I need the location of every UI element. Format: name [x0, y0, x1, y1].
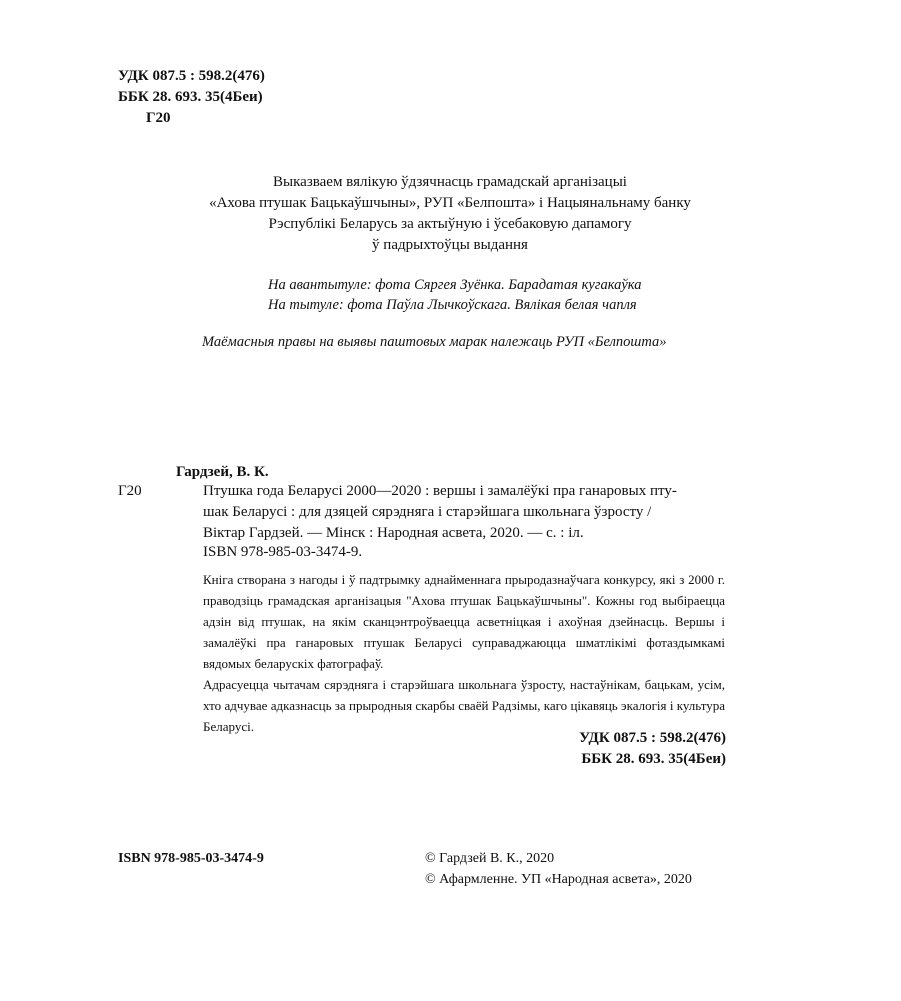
- copyright-block: [425, 848, 692, 890]
- copyright-author: © Гардзей В. К., 2020: [425, 851, 555, 866]
- photo-credits: [268, 275, 641, 315]
- bottom-classification-codes: [520, 728, 726, 770]
- stamp-rights-statement: Маёмасныя правы на выявы паштовых марак належаць РУП «Белпошта»: [202, 334, 667, 350]
- biblio-line-3: Віктар Гардзей. — Мінск : Народная асвета, 2020. — с. : іл.: [203, 525, 584, 541]
- bibliographic-author-sign: Г20: [118, 483, 142, 499]
- udk-code-top: УДК 087.5 : 598.2(476): [118, 68, 265, 84]
- acknowledgements: [150, 172, 750, 256]
- author-sign-top: Г20: [146, 110, 171, 126]
- annotation: [203, 569, 725, 737]
- footer-isbn: ISBN 978-985-03-3474-9: [118, 851, 264, 866]
- bbk-code-top: ББК 28. 693. 35(4Беи): [118, 89, 263, 105]
- copyright-publisher: © Афармленне. УП «Народная асвета», 2020: [425, 872, 692, 887]
- udk-code-bottom: УДК 087.5 : 598.2(476): [579, 730, 726, 746]
- thanks-line-2: «Ахова птушак Бацькаўшчыны», РУП «Белпошта» і Нацыянальнаму банку: [209, 195, 691, 211]
- thanks-line-3: Рэспублікі Беларусь за актыўную і ўсебаковую дапамогу: [268, 216, 632, 232]
- annotation-paragraph-2: Адрасуецца чытачам сярэдняга і старэйшага школьнага ўзросту, настаўнікам, бацькам, усім, хто адчувае адказнасць за прыродныя скарбы сваёй Радзімы, каго цікавяць экалогія і культура Беларусі.: [203, 677, 725, 734]
- biblio-line-2: шак Беларусі : для дзяцей сярэдняга і старэйшага школьнага ўзросту /: [203, 504, 652, 520]
- annotation-paragraph-1: Кніга створана з нагоды і ў падтрымку аднайменнага прыродазнаўчага конкурсу, які з 2000 г. праводзіць грамадская арганізацыя "Ахова птушак Бацькаўшчыны". Кожны год выбіраецца адзін від птушак, на якім сканцэнтроўваецца асветніцкая і ахоўная дзейнасць. Вершы і замалёўкі пра ганаровых птушак Беларусі суправаджаюцца шматлікімі фотаздымкамі вядомых беларускіх фатографаў.: [203, 572, 725, 671]
- biblio-line-1: Птушка года Беларусі 2000—2020 : вершы і замалёўкі пра ганаровых пту-: [203, 483, 677, 499]
- bibliographic-author: Гардзей, В. К.: [176, 464, 269, 480]
- top-classification-codes: [118, 66, 265, 129]
- thanks-line-1: Выказваем вялікую ўдзячнасць грамадскай арганізацыі: [273, 174, 627, 190]
- bibliographic-description: [203, 481, 735, 544]
- photo-credit-titul: На тытуле: фота Паўла Лычкоўскага. Вялікая белая чапля: [268, 297, 637, 313]
- bibliographic-isbn: ISBN 978-985-03-3474-9.: [203, 544, 363, 560]
- thanks-line-4: ў падрыхтоўцы выдання: [372, 237, 528, 253]
- photo-credit-avantitul: На авантытуле: фота Сяргея Зуёнка. Барадатая кугакаўка: [268, 277, 642, 293]
- bbk-code-bottom: ББК 28. 693. 35(4Беи): [581, 751, 726, 767]
